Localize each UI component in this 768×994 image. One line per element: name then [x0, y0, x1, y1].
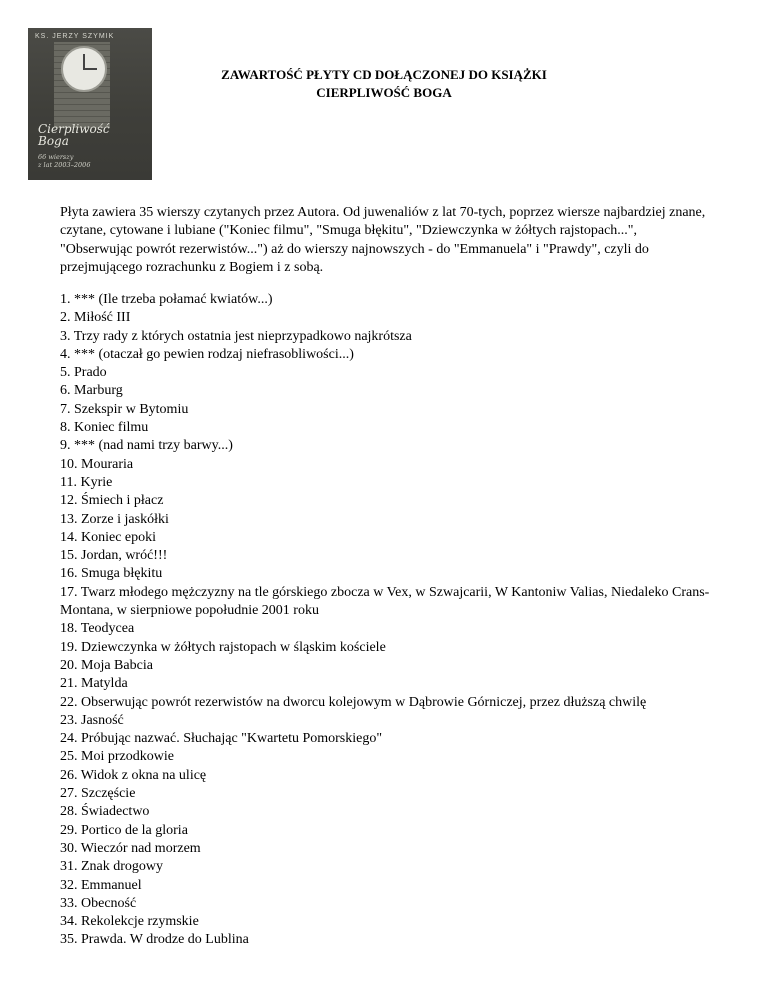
book-cover-image: [28, 28, 152, 180]
document-title: [150, 66, 618, 102]
poem-list-item: 4. *** (otaczał go pewien rodzaj niefrasobliwości...): [60, 346, 354, 362]
intro-paragraph: Płyta zawiera 35 wierszy czytanych przez Autora. Od juwenaliów z lat 70-tych, poprzez wiersze najbardziej znane, czytane, cytowane i lubiane ("Koniec filmu", "Smuga błękitu", "Dziewczynka w żółtych rajstopach...", "Obserwując powrót rezerwistów...") aż do wierszy najnowszych - do "Emmanuela" i "Prawdy", czyli do przejmującego rozrachunku z Bogiem i z sobą.: [60, 205, 706, 275]
poem-list-item: 28. Świadectwo: [60, 804, 150, 820]
poem-list-item: 33. Obecność: [60, 895, 137, 911]
poem-list-item: 13. Zorze i jaskółki: [60, 511, 169, 527]
poem-list-item: 11. Kyrie: [60, 474, 113, 490]
poem-list-item: 21. Matylda: [60, 676, 128, 692]
poem-list-item: 17. Twarz młodego mężczyzny na tle górskiego zbocza w Vex, w Szwajcarii, W Kantoniw Valias, Niedaleko Crans-Montana, w sierpniowe popołudnie 2001 roku: [60, 584, 710, 619]
cover-subtitle-line1: 66 wierszy: [38, 153, 74, 161]
poem-list-item: 10. Mouraria: [60, 456, 134, 472]
poem-list-item: 32. Emmanuel: [60, 877, 142, 893]
poem-list-item: 15. Jordan, wróć!!!: [60, 548, 168, 564]
cover-author: KS. JERZY SZYMIK: [35, 33, 115, 40]
document-title-line1: ZAWARTOŚĆ PŁYTY CD DOŁĄCZONEJ DO KSIĄŻKI: [221, 67, 547, 82]
cover-title: [38, 123, 110, 147]
poem-list-item: 16. Smuga błękitu: [60, 566, 163, 582]
poem-list-item: 25. Moi przodkowie: [60, 749, 174, 765]
cover-title-line1: Cierpliwość: [38, 122, 110, 136]
poem-list-item: 22. Obserwując powrót rezerwistów na dworcu kolejowym w Dąbrowie Górniczej, przez dłuższą chwilę: [60, 694, 647, 710]
poem-list-item: 30. Wieczór nad morzem: [60, 840, 201, 856]
poem-list-item: 5. Prado: [60, 365, 107, 381]
poem-list-item: 35. Prawda. W drodze do Lublina: [60, 932, 249, 948]
cover-subtitle: [38, 153, 90, 169]
poem-list-item: 14. Koniec epoki: [60, 529, 157, 545]
poem-list-item: 2. Miłość III: [60, 310, 131, 326]
poem-list-item: 34. Rekolekcje rzymskie: [60, 914, 199, 930]
poem-list-item: 23. Jasność: [60, 712, 124, 728]
poem-list-item: 9. *** (nad nami trzy barwy...): [60, 438, 233, 454]
poem-list-item: 27. Szczęście: [60, 786, 136, 802]
cover-title-line2: Boga: [38, 134, 69, 148]
poem-list-item: 3. Trzy rady z których ostatnia jest nieprzypadkowo najkrótsza: [60, 328, 412, 344]
poem-list-item: 19. Dziewczynka w żółtych rajstopach w śląskim kościele: [60, 639, 386, 655]
poem-list-item: 24. Próbując nazwać. Słuchając "Kwartetu Pomorskiego": [60, 731, 383, 747]
poem-list-item: 18. Teodycea: [60, 621, 135, 637]
poem-list-item: 12. Śmiech i płacz: [60, 493, 164, 509]
poem-list-item: 8. Koniec filmu: [60, 420, 149, 436]
poem-list: [60, 291, 710, 950]
poem-list-item: 7. Szekspir w Bytomiu: [60, 401, 189, 417]
poem-list-item: 1. *** (Ile trzeba połamać kwiatów...): [60, 292, 273, 307]
poem-list-item: 29. Portico de la gloria: [60, 822, 188, 838]
poem-list-item: 6. Marburg: [60, 383, 123, 399]
poem-list-item: 26. Widok z okna na ulicę: [60, 767, 207, 783]
document-title-line2: CIERPLIWOŚĆ BOGA: [316, 85, 452, 100]
poem-list-item: 20. Moja Babcia: [60, 657, 153, 673]
cover-clock-graphic: [61, 46, 107, 92]
poem-list-item: 31. Znak drogowy: [60, 859, 164, 875]
cover-subtitle-line2: z lat 2003–2006: [38, 161, 91, 169]
